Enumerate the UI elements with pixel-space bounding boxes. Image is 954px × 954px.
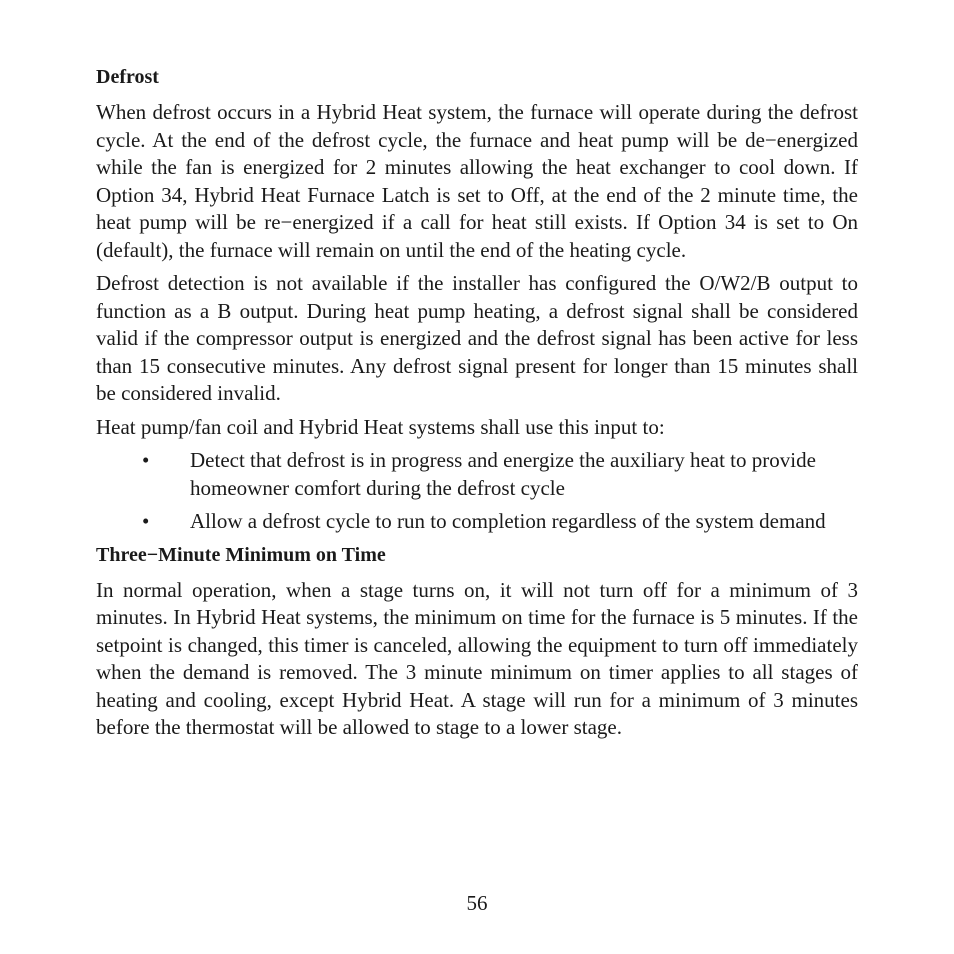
list-item [96,508,858,536]
bullet-list [96,447,858,536]
list-item [96,447,858,502]
paragraph-defrost-input-intro: Heat pump/fan coil and Hybrid Heat systems shall use this input to: [96,414,665,439]
section-defrost [96,64,858,536]
section-heading-three-minute-minimum: Three−Minute Minimum on Time [96,543,386,566]
bullet-glyph: • [142,509,150,533]
paragraph-defrost-operation: When defrost occurs in a Hybrid Heat system, the furnace will operate during the defrost cycle. At the end of the defrost cycle, the furnace and heat pump will be de−energized while the fan is energized for 2 minutes allowing the heat exchanger to cool down. If Option 34, Hybrid Heat Furnace Latch is set to Off, at the end of the 2 minute time, the heat pump will be re−energized if a call for heat still exists. If Option 34 is set to On (default), the furnace will remain on until the end of the heating cycle. [96,100,858,262]
paragraph-defrost-detection: Defrost detection is not available if the installer has configured the O/W2/B output to function as a B output. During heat pump heating, a defrost signal shall be considered valid if the compressor output is energized and the defrost signal has been active for less than 15 consecutive minutes. Any defrost signal present for longer than 15 minutes shall be considered invalid. [96,271,858,405]
section-heading-defrost: Defrost [96,66,159,88]
page-number: 56 [466,891,488,915]
document-page [96,64,858,748]
list-item-text: Allow a defrost cycle to run to completion regardless of the system demand [190,509,826,533]
section-three-minute-minimum [96,542,858,742]
list-item-text: Detect that defrost is in progress and energize the auxiliary heat to provide homeowner comfort during the defrost cycle [190,448,816,500]
paragraph-minimum-on-time: In normal operation, when a stage turns on, it will not turn off for a minimum of 3 minutes. In Hybrid Heat systems, the minimum on time for the furnace is 5 minutes. If the setpoint is changed, this timer is canceled, allowing the equipment to turn off immediately when the demand is removed. The 3 minute minimum on timer applies to all stages of heating and cooling, except Hybrid Heat. A stage will run for a minimum of 3 minutes before the thermostat will be allowed to stage to a lower stage. [96,577,858,739]
bullet-glyph: • [142,448,150,472]
